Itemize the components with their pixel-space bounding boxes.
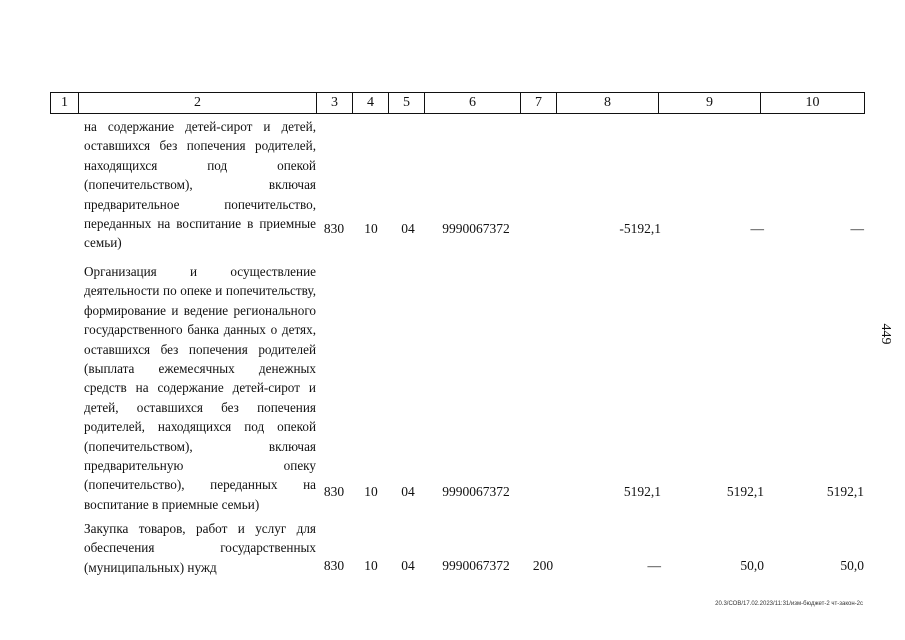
row-code-c4: 10 xyxy=(364,221,378,236)
header-col-1: 1 xyxy=(51,93,79,114)
row-code-c6: 9990067372 xyxy=(442,221,510,236)
row-code-c3: 830 xyxy=(323,558,345,573)
row-code-c5: 04 xyxy=(401,484,415,499)
row-description: Организация и осуществление деятельности по опеке и попечительству, формирование и ведение регионального государственного банка данных о детях, оставшихся без попечения родителей (выплата ежемесячных денежных средств на содержание детей-сирот и детей, оставшихся без попечения родителей, находящихся под опекой (попечительством), включая предварительную опеку (попечительство), переданных на воспитание в приемные семьи) xyxy=(84,264,316,512)
header-col-9: 9 xyxy=(659,93,761,114)
row-code-c6: 9990067372 xyxy=(442,484,510,499)
header-col-7: 7 xyxy=(521,93,557,114)
row-amount-c9: 50,0 xyxy=(740,558,764,573)
row-amount-c10: 5192,1 xyxy=(826,484,864,499)
row-amount-c9: — xyxy=(750,221,764,236)
row-amount-c8: 5192,1 xyxy=(623,484,661,499)
header-col-6: 6 xyxy=(425,93,521,114)
header-col-2: 2 xyxy=(79,93,317,114)
row-amount-c8: -5192,1 xyxy=(619,221,661,236)
row-code-c4: 10 xyxy=(364,484,378,499)
row-code-c5: 04 xyxy=(401,221,415,236)
row-code-c7: 200 xyxy=(532,558,554,573)
row-code-c3: 830 xyxy=(323,484,345,499)
row-amount-c10: 50,0 xyxy=(840,558,864,573)
row-amount-c9: 5192,1 xyxy=(726,484,764,499)
page-number: 449 xyxy=(878,323,893,345)
row-description: на содержание детей-сирот и детей, оставшихся без попечения родителей, находящихся под опекой (попечительством), включая предварительное попечительство, переданных на воспитание в приемные семьи) xyxy=(84,119,316,251)
row-code-c5: 04 xyxy=(401,558,415,573)
header-col-5: 5 xyxy=(389,93,425,114)
header-col-4: 4 xyxy=(353,93,389,114)
footer-stamp: 20.3/СОВ/17.02.2023/11:31/изм-бюджет-2 чт-закон-2с xyxy=(715,601,863,607)
row-code-c3: 830 xyxy=(323,221,345,236)
header-col-10: 10 xyxy=(761,93,865,114)
row-amount-c8: — xyxy=(647,558,661,573)
header-col-8: 8 xyxy=(557,93,659,114)
header-col-3: 3 xyxy=(317,93,353,114)
row-description: Закупка товаров, работ и услуг для обеспечения государственных (муниципальных) нужд xyxy=(84,521,316,575)
column-number-header xyxy=(50,92,865,114)
row-code-c6: 9990067372 xyxy=(442,558,510,573)
row-amount-c10: — xyxy=(850,221,864,236)
row-code-c4: 10 xyxy=(364,558,378,573)
